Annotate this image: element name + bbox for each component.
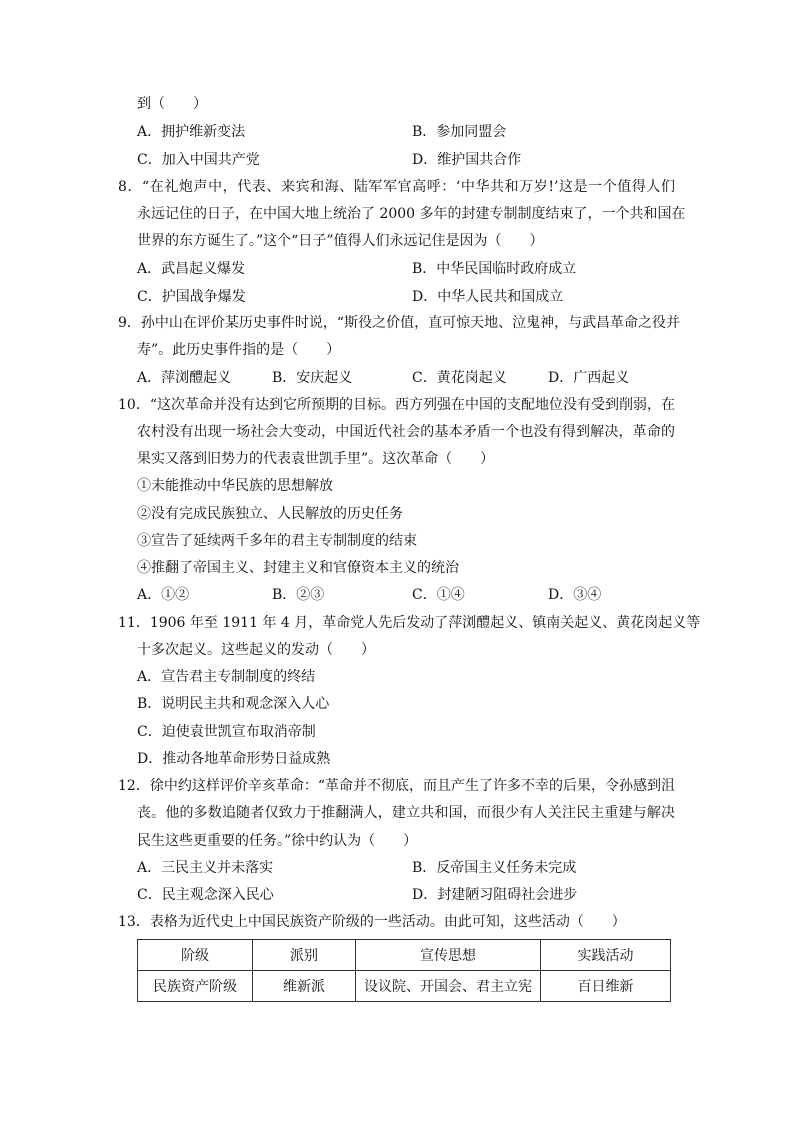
q9-option-c[interactable]: C．黄花岗起义 [412, 370, 507, 386]
q7-option-a[interactable]: A．拥护维新变法 [137, 124, 246, 140]
q8-stem-line2: 永远记住的日子，在中国大地上统治了 2000 多年的封建专制制度结束了，一个共和国在 [137, 206, 686, 222]
q12-option-c[interactable]: C．民主观念深入民心 [137, 887, 274, 903]
q10-stem-line3: 果实又落到旧势力的代表袁世凯手里”。这次革命（ ） [137, 451, 495, 467]
q13-stem-line1: 13．表格为近代史上中国民族资产阶级的一些活动。由此可知，这些活动（ ） [118, 914, 626, 930]
q8-option-c[interactable]: C．护国战争爆发 [137, 289, 246, 305]
q12-option-b[interactable]: B．反帝国主义任务未完成 [412, 860, 577, 876]
q8-stem-line3: 世界的东方诞生了。”这个“日子”值得人们永远记住是因为（ ） [137, 233, 544, 249]
q8-option-d[interactable]: D．中华人民共和国成立 [412, 289, 564, 305]
q10-item-4: ④推翻了帝国主义、封建主义和官僚资本主义的统治 [137, 560, 459, 576]
q9-option-d[interactable]: D．广西起义 [548, 370, 630, 386]
table-header-cell: 宣传思想 [356, 940, 541, 971]
q11-stem-line2: 十多次起义。这些起义的发动（ ） [137, 642, 375, 658]
q7-continuation: 到（ ） [137, 96, 207, 112]
q7-option-d[interactable]: D．维护国共合作 [412, 152, 522, 168]
q11-option-b[interactable]: B．说明民主共和观念深入人心 [137, 696, 330, 712]
table-header-cell: 阶级 [138, 940, 253, 971]
q9-stem-line1: 9．孙中山在评价某历史事件时说，“斯役之价值，直可惊天地、泣鬼神，与武昌革命之役并 [118, 315, 681, 331]
q10-option-d[interactable]: D．③④ [548, 587, 602, 603]
q8-option-b[interactable]: B．中华民国临时政府成立 [412, 261, 577, 277]
q10-stem-line2: 农村没有出现一场社会大变动，中国近代社会的基本矛盾一个也没有得到解决，革命的 [137, 424, 675, 440]
q10-option-a[interactable]: A．①② [137, 587, 190, 603]
q10-option-b[interactable]: B．②③ [272, 587, 325, 603]
q11-option-a[interactable]: A．宣告君主专制制度的终结 [137, 669, 316, 685]
q12-option-d[interactable]: D．封建陋习阻碍社会进步 [412, 887, 578, 903]
table-row [138, 971, 671, 1002]
q12-stem-line1: 12．徐中约这样评价辛亥革命：“革命并不彻底，而且产生了许多不幸的后果，令孙感到沮 [118, 778, 675, 794]
q12-stem-line3: 民生这些更重要的任务。”徐中约认为（ ） [137, 833, 418, 849]
q12-option-a[interactable]: A．三民主义并未落实 [137, 860, 274, 876]
q10-option-c[interactable]: C．①④ [412, 587, 465, 603]
q10-item-2: ②没有完成民族独立、人民解放的历史任务 [137, 506, 403, 522]
table-header-row [138, 940, 671, 971]
q9-option-b[interactable]: B．安庆起义 [272, 370, 353, 386]
q13-table [137, 939, 671, 1002]
table-cell: 维新派 [253, 971, 356, 1002]
q11-stem-line1: 11．1906 年至 1911 年 4 月，革命党人先后发动了萍浏醴起义、镇南关起义、黄花岗起义等 [118, 615, 701, 631]
q10-stem-line1: 10．“这次革命并没有达到它所预期的目标。西方列强在中国的支配地位没有受到削弱，在 [118, 397, 675, 413]
q7-option-c[interactable]: C．加入中国共产党 [137, 152, 260, 168]
q8-option-a[interactable]: A．武昌起义爆发 [137, 261, 246, 277]
q8-stem-line1: 8．“在礼炮声中，代表、来宾和海、陆军军官高呼：‘中华共和万岁!’这是一个值得人们 [118, 179, 675, 195]
q12-stem-line2: 丧。他的多数追随者仅致力于推翻满人，建立共和国，而很少有人关注民主重建与解决 [137, 805, 675, 821]
q11-option-c[interactable]: C．迫使袁世凯宣布取消帝制 [137, 724, 316, 740]
q7-option-b[interactable]: B．参加同盟会 [412, 124, 507, 140]
table-cell: 百日维新 [541, 971, 671, 1002]
table-header-cell: 实践活动 [541, 940, 671, 971]
q10-item-3: ③宣告了延续两千多年的君主专制制度的结束 [137, 533, 417, 549]
table-header-cell: 派别 [253, 940, 356, 971]
q11-option-d[interactable]: D．推动各地革命形势日益成熟 [137, 751, 331, 767]
table-cell: 民族资产阶级 [138, 971, 253, 1002]
q10-item-1: ①未能推动中华民族的思想解放 [137, 478, 333, 494]
q9-option-a[interactable]: A．萍浏醴起义 [137, 370, 232, 386]
q9-stem-line2: 寿”。此历史事件指的是（ ） [137, 342, 341, 358]
table-cell: 设议院、开国会、君主立宪 [356, 971, 541, 1002]
